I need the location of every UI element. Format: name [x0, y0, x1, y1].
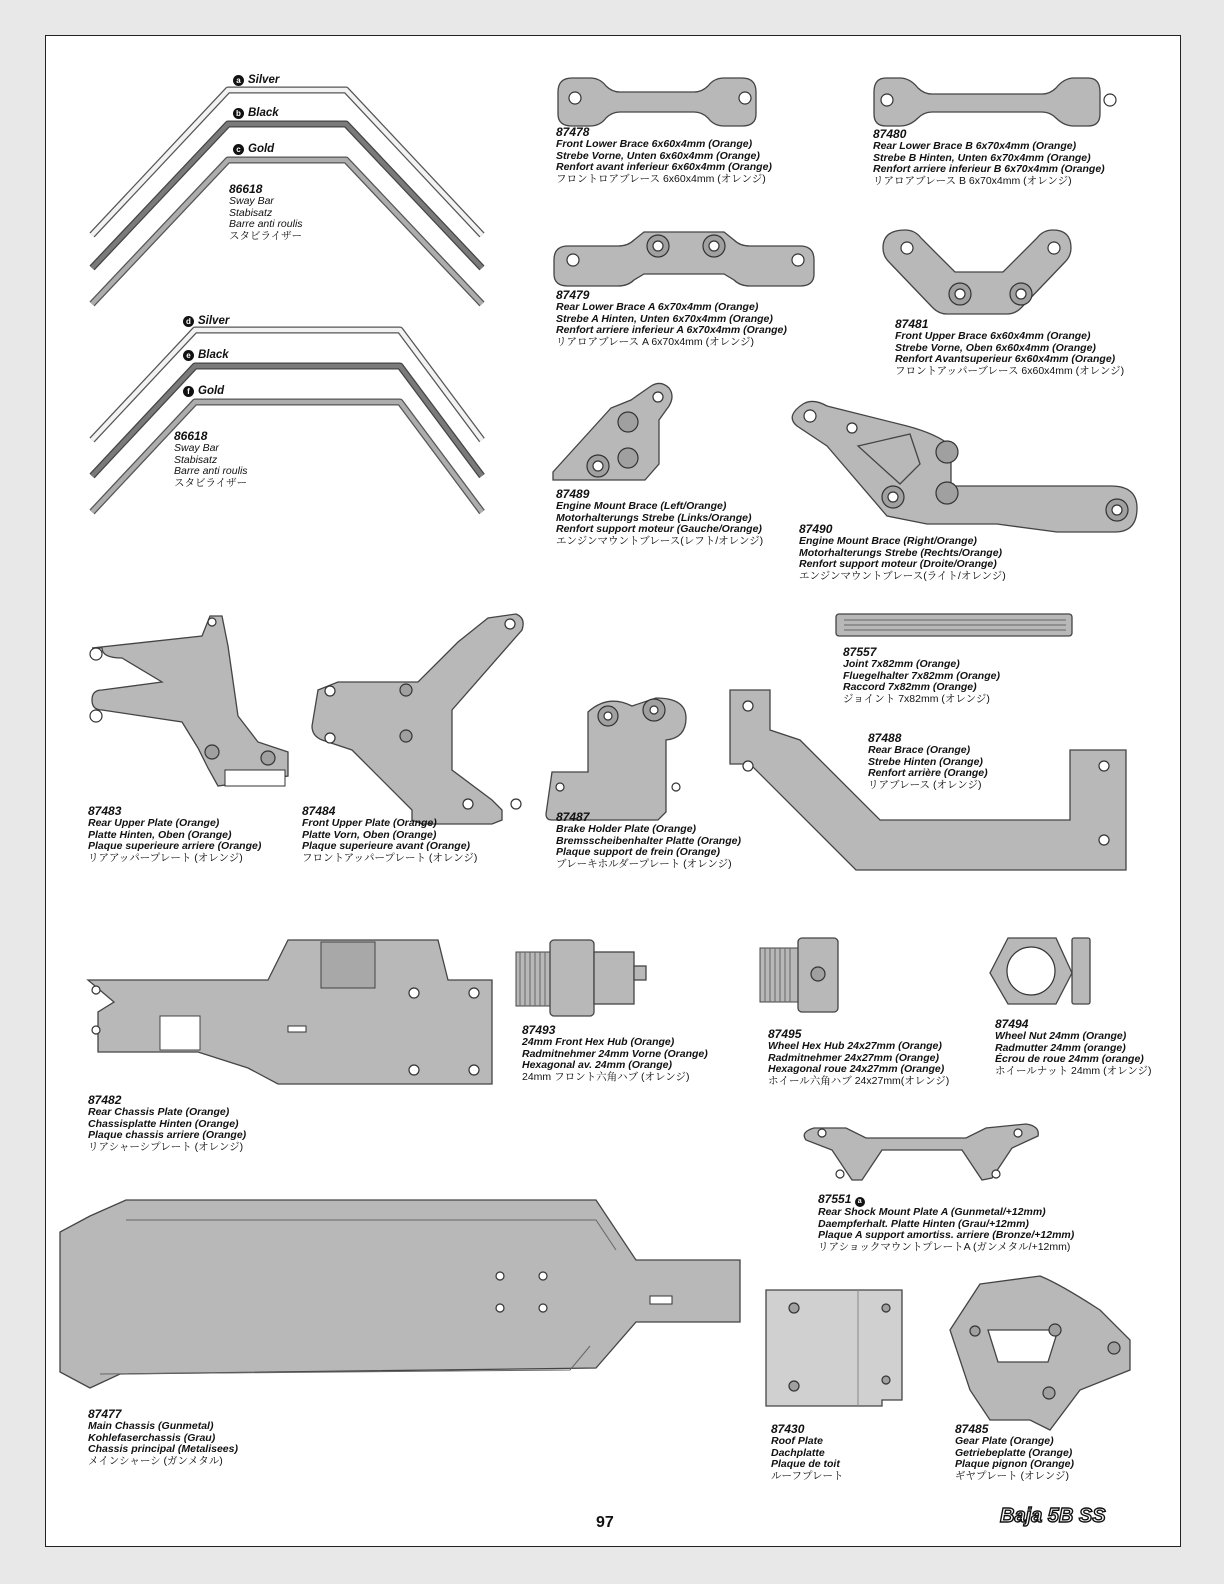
variant-badge: c — [233, 144, 244, 155]
part-name-fr: Hexagonal av. 24mm (Orange) — [522, 1059, 672, 1071]
part-87495-label — [768, 1028, 949, 1087]
part-name-fr: Plaque de toit — [771, 1458, 840, 1470]
part-number: 87484 — [302, 804, 336, 818]
part-87480-label — [873, 128, 1105, 187]
variant-label: Gold — [248, 143, 275, 155]
part-86618-b-label — [174, 430, 248, 489]
variant-badge: a — [233, 75, 244, 86]
part-number: 87551 — [818, 1192, 852, 1206]
part-name-fr: Plaque A support amortiss. arriere (Bronze/+12mm) — [818, 1229, 1075, 1241]
variant-badge: b — [233, 108, 244, 119]
part-name-jp: ホイールナット 24mm (オレンジ) — [995, 1064, 1152, 1077]
part-87484-label — [302, 805, 477, 864]
part-name-de: Radmitnehmer 24x27mm (Orange) — [768, 1051, 939, 1064]
part-87478-shape — [558, 78, 756, 126]
part-87484-shape — [312, 614, 523, 824]
part-name-de: Kohlefaserchassis (Grau) — [88, 1431, 216, 1444]
part-number: 87482 — [88, 1093, 122, 1107]
part-name-de: Stabisatz — [229, 206, 273, 219]
part-87477-label — [88, 1408, 238, 1467]
part-number: 87493 — [522, 1023, 556, 1037]
part-87481-shape — [883, 230, 1071, 314]
part-name-fr: Renfort avant inferieur 6x60x4mm (Orange) — [556, 161, 772, 173]
part-number: 86618 — [174, 429, 208, 443]
part-number: 87479 — [556, 288, 590, 302]
part-number: 87485 — [955, 1422, 989, 1436]
sway-variant-c — [233, 143, 274, 155]
part-name-jp: リアブレース (オレンジ) — [868, 778, 982, 791]
part-87490-label — [799, 523, 1006, 582]
baja-logo — [998, 1502, 1148, 1528]
part-name-en: Front Upper Brace 6x60x4mm (Orange) — [895, 330, 1091, 342]
part-name-de: Stabisatz — [174, 453, 218, 466]
part-name-en: Sway Bar — [174, 442, 219, 454]
part-name-jp: 24mm フロント六角ハブ (オレンジ) — [522, 1070, 690, 1083]
part-name-jp: エンジンマウントブレース(レフト/オレンジ) — [556, 534, 764, 547]
part-name-en: Rear Shock Mount Plate A (Gunmetal/+12mm) — [818, 1206, 1046, 1218]
variant-badge: d — [183, 316, 194, 327]
part-name-de: Fluegelhalter 7x82mm (Orange) — [843, 669, 1000, 682]
part-87483-shape — [90, 616, 288, 786]
part-name-en: 24mm Front Hex Hub (Orange) — [522, 1036, 675, 1048]
part-number: 87483 — [88, 804, 122, 818]
part-name-de: Motorhalterungs Strebe (Links/Orange) — [556, 511, 752, 524]
part-number: 87478 — [556, 125, 590, 139]
part-name-fr: Plaque pignon (Orange) — [955, 1458, 1075, 1470]
part-87485-label — [955, 1423, 1074, 1482]
part-name-jp: スタビライザー — [229, 229, 303, 242]
part-number: 86618 — [229, 182, 263, 196]
part-name-fr: Plaque support de frein (Orange) — [556, 846, 720, 858]
part-87551-label — [818, 1193, 1074, 1253]
part-name-jp: ギヤプレート (オレンジ) — [955, 1469, 1069, 1482]
part-name-fr: Raccord 7x82mm (Orange) — [843, 681, 977, 693]
part-87483-label — [88, 805, 261, 864]
sway-variant-e — [183, 349, 229, 361]
part-name-de: Dachplatte — [771, 1446, 825, 1459]
part-name-fr: Chassis principal (Metalisees) — [88, 1443, 238, 1455]
part-name-jp: エンジンマウントブレース(ライト/オレンジ) — [799, 569, 1006, 582]
sway-variant-a — [233, 74, 279, 86]
part-87480-shape — [874, 78, 1116, 126]
part-number: 87489 — [556, 487, 590, 501]
part-87479-label — [556, 289, 787, 348]
part-name-de: Strebe Vorne, Unten 6x60x4mm (Orange) — [556, 149, 760, 162]
part-87490-shape — [792, 401, 1137, 532]
part-87557-label — [843, 646, 1000, 705]
part-87494-label — [995, 1018, 1152, 1077]
part-name-en: Rear Lower Brace A 6x70x4mm (Orange) — [556, 301, 759, 313]
part-87494-shape — [990, 938, 1090, 1004]
part-name-en: Sway Bar — [229, 195, 274, 207]
part-87487-shape — [546, 698, 686, 820]
part-name-fr: Plaque chassis arriere (Orange) — [88, 1129, 247, 1141]
part-number: 87480 — [873, 127, 907, 141]
part-name-jp: フロントロアブレース 6x60x4mm (オレンジ) — [556, 172, 766, 185]
variant-label: Black — [198, 349, 229, 361]
part-87481-label — [895, 318, 1124, 377]
part-name-de: Radmutter 24mm (orange) — [995, 1041, 1126, 1054]
part-name-fr: Renfort Avantsuperieur 6x60x4mm (Orange) — [895, 353, 1116, 365]
part-name-de: Bremsscheibenhalter Platte (Orange) — [556, 834, 741, 847]
variant-badge: f — [183, 386, 194, 397]
part-name-jp: フロントアッパーブレース 6x60x4mm (オレンジ) — [895, 364, 1125, 377]
part-name-de: Strebe Vorne, Oben 6x60x4mm (Orange) — [895, 341, 1096, 354]
variant-badge: e — [183, 350, 194, 361]
part-number: 87477 — [88, 1407, 122, 1421]
part-name-jp: ルーフプレート — [771, 1469, 844, 1482]
part-87477-shape — [60, 1200, 740, 1388]
part-number: 87488 — [868, 731, 902, 745]
part-87485-shape — [950, 1276, 1130, 1430]
variant-label: Gold — [198, 385, 225, 397]
part-name-en: Rear Lower Brace B 6x70x4mm (Orange) — [873, 140, 1077, 152]
variant-label: Black — [248, 107, 279, 119]
sway-variant-f — [183, 385, 224, 397]
part-name-fr: Plaque superieure arriere (Orange) — [88, 840, 262, 852]
part-name-jp: リアロアブレース A 6x70x4mm (オレンジ) — [556, 335, 755, 348]
page-number: 97 — [596, 1514, 614, 1531]
part-87482-shape — [88, 940, 492, 1084]
part-number: 87494 — [995, 1017, 1029, 1031]
sway-bar-set-2 — [92, 330, 482, 512]
part-name-jp: ブレーキホルダープレート (オレンジ) — [556, 857, 732, 870]
part-name-jp: ホイール六角ハブ 24x27mm(オレンジ) — [768, 1074, 950, 1087]
part-name-jp: リアシャーシプレート (オレンジ) — [88, 1140, 244, 1153]
part-number: 87557 — [843, 645, 877, 659]
part-name-en: Main Chassis (Gunmetal) — [88, 1420, 214, 1432]
part-87487-label — [556, 811, 741, 870]
part-number: 87487 — [556, 810, 590, 824]
part-name-fr: Renfort arriere inferieur B 6x70x4mm (Orange) — [873, 163, 1105, 175]
part-name-de: Motorhalterungs Strebe (Rechts/Orange) — [799, 546, 1003, 559]
part-name-fr: Renfort arriere inferieur A 6x70x4mm (Orange) — [556, 324, 787, 336]
part-number: 87481 — [895, 317, 929, 331]
part-name-en: Roof Plate — [771, 1435, 823, 1447]
part-name-fr: Plaque superieure avant (Orange) — [302, 840, 471, 852]
part-name-de: Getriebeplatte (Orange) — [955, 1446, 1073, 1459]
part-name-en: Brake Holder Plate (Orange) — [556, 823, 697, 835]
part-87430-shape — [766, 1290, 902, 1406]
part-87557-shape — [836, 614, 1072, 636]
variant-label: Silver — [198, 315, 230, 327]
part-name-de: Platte Vorn, Oben (Orange) — [302, 828, 437, 841]
part-name-fr: Écrou de roue 24mm (orange) — [995, 1053, 1144, 1065]
sway-variant-d — [183, 315, 229, 327]
part-87478-label — [556, 126, 772, 185]
svg-text:Baja 5B SS: Baja 5B SS — [1000, 1505, 1106, 1527]
part-name-fr: Barre anti roulis — [174, 465, 248, 477]
part-name-jp: リアロアブレース B 6x70x4mm (オレンジ) — [873, 174, 1072, 187]
part-name-jp: ジョイント 7x82mm (オレンジ) — [843, 692, 990, 705]
part-name-en: Rear Chassis Plate (Orange) — [88, 1106, 230, 1118]
variant-badge: a — [855, 1197, 865, 1207]
part-name-de: Chassisplatte Hinten (Orange) — [88, 1117, 239, 1130]
part-name-de: Strebe B Hinten, Unten 6x70x4mm (Orange) — [873, 151, 1091, 164]
part-name-en: Front Lower Brace 6x60x4mm (Orange) — [556, 138, 753, 150]
part-name-de: Radmitnehmer 24mm Vorne (Orange) — [522, 1047, 708, 1060]
part-name-en: Wheel Nut 24mm (Orange) — [995, 1030, 1127, 1042]
variant-label: Silver — [248, 74, 280, 86]
part-87493-shape — [516, 940, 646, 1016]
part-name-en: Front Upper Plate (Orange) — [302, 817, 437, 829]
part-name-en: Gear Plate (Orange) — [955, 1435, 1054, 1447]
part-87430-label — [771, 1423, 844, 1482]
part-87489-label — [556, 488, 763, 547]
part-name-en: Rear Brace (Orange) — [868, 744, 971, 756]
part-name-en: Engine Mount Brace (Left/Orange) — [556, 500, 727, 512]
part-name-en: Wheel Hex Hub 24x27mm (Orange) — [768, 1040, 942, 1052]
part-name-en: Engine Mount Brace (Right/Orange) — [799, 535, 977, 547]
part-name-jp: メインシャーシ (ガンメタル) — [88, 1454, 223, 1467]
part-name-fr: Renfort support moteur (Droite/Orange) — [799, 558, 997, 570]
part-name-fr: Hexagonal roue 24x27mm (Orange) — [768, 1063, 945, 1075]
part-name-de: Strebe Hinten (Orange) — [868, 755, 983, 768]
part-name-jp: フロントアッパープレート (オレンジ) — [302, 851, 478, 864]
part-name-fr: Renfort arrière (Orange) — [868, 767, 988, 779]
part-name-en: Rear Upper Plate (Orange) — [88, 817, 220, 829]
part-name-de: Daempferhalt. Platte Hinten (Grau/+12mm) — [818, 1217, 1029, 1230]
part-name-de: Platte Hinten, Oben (Orange) — [88, 828, 232, 841]
part-87495-shape — [760, 938, 838, 1012]
part-name-jp: リアショックマウントプレートA (ガンメタル/+12mm) — [818, 1240, 1071, 1253]
part-name-fr: Barre anti roulis — [229, 218, 303, 230]
part-number: 87430 — [771, 1422, 805, 1436]
part-87488-label — [868, 732, 988, 791]
part-87479-shape — [554, 232, 814, 286]
part-name-jp: スタビライザー — [174, 476, 248, 489]
part-87551-shape — [804, 1124, 1038, 1180]
part-name-en: Joint 7x82mm (Orange) — [843, 658, 960, 670]
part-87493-label — [522, 1024, 708, 1083]
part-name-de: Strebe A Hinten, Unten 6x70x4mm (Orange) — [556, 312, 773, 325]
part-number: 87495 — [768, 1027, 802, 1041]
part-name-fr: Renfort support moteur (Gauche/Orange) — [556, 523, 762, 535]
sway-variant-b — [233, 107, 279, 119]
part-name-jp: リアアッパープレート (オレンジ) — [88, 851, 243, 864]
part-number-row — [818, 1193, 1074, 1207]
part-86618-a-label — [229, 183, 303, 242]
part-87482-label — [88, 1094, 246, 1153]
part-number: 87490 — [799, 522, 833, 536]
part-87489-shape — [553, 383, 672, 480]
